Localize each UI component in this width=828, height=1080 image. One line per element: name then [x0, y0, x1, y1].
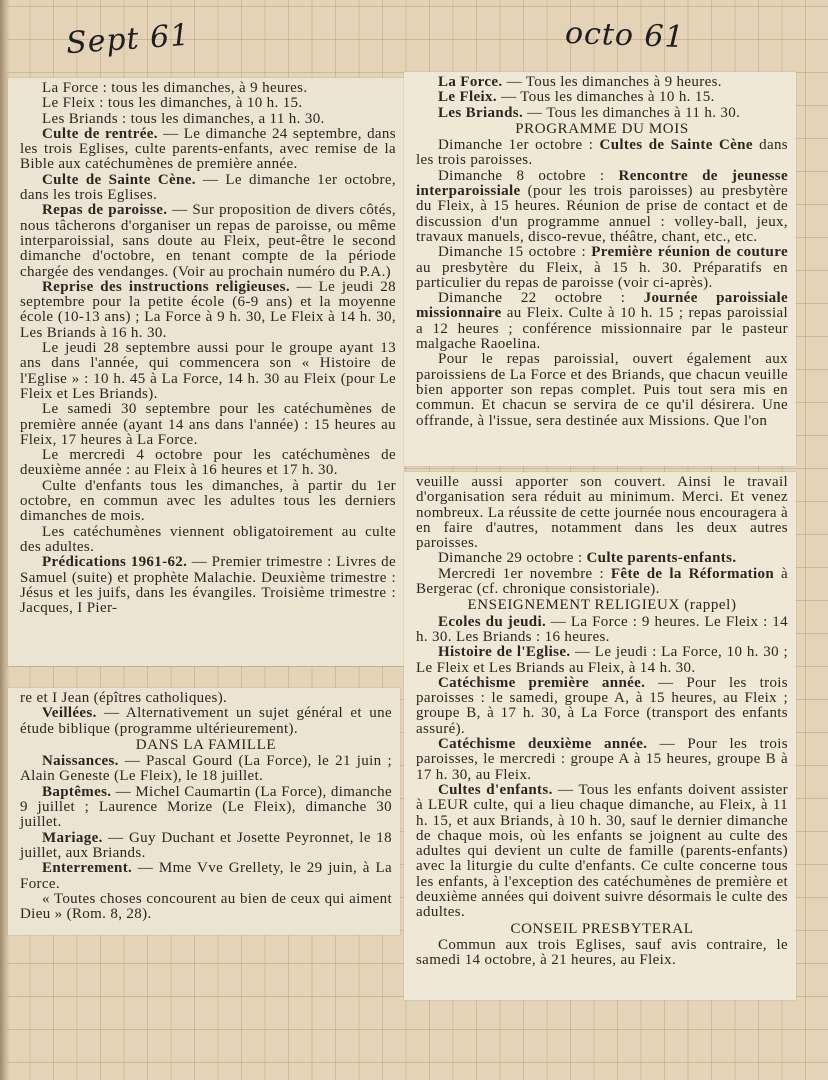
paragraph-reprise-instructions: Reprise des instructions religieuses. — Le jeudi 28 septembre pour la petite école (6-9 ans) et la moyenne école (10-13 ans) ; La Force à 9 h. 30, Le Fleix à 14 h. 30, Les Briands à 16 h. 30. [20, 278, 396, 341]
handwritten-date-right: octo 61 [564, 15, 686, 56]
paragraph-title: Naissances. [42, 753, 119, 770]
section-heading-conseil: CONSEIL PRESBYTERAL [510, 920, 694, 937]
service-la-force: La Force : tous les dimanches, à 9 heures. [42, 80, 308, 96]
handwritten-date-left: Sept 61 [64, 17, 192, 62]
paragraph-baptemes: Baptêmes. — Michel Caumartin (La Force), dimanche 9 juillet ; Laurence Morize (Le Fleix), dimanche 30 juillet. [20, 783, 392, 831]
paragraph-title: Veillées. [42, 705, 97, 722]
program-item: Dimanche 8 octobre : Rencontre de jeunesse interparoissiale (pour les trois paroisses) au presbytère du Fleix, à 15 heures. Réunion de prise de contact et de discussion d'un programme annuel : volley-ball, jeux, travaux manuels, disco-revue, théâtre, chant, etc., etc. [416, 167, 788, 245]
teaching-item: Histoire de l'Eglise. — Le jeudi : La Force, 10 h. 30 ; Le Fleix et Les Briands au Fleix, à 14 h. 30. [416, 644, 788, 676]
paragraph-naissances: Naissances. — Pascal Gourd (La Force), le 21 juin ; Alain Geneste (Le Fleix), le 18 juillet. [20, 753, 392, 785]
program-item: Dimanche 1er octobre : Cultes de Sainte Cène dans les trois paroisses. [416, 137, 788, 169]
continuation-text: veuille aussi apporter son couvert. Ainsi le travail d'organisation sera réduit au minimum. Merci. Et venez nombreux. La réussite de cette journée nous encouragera à en faire d'autres, notamment dans les deux autres paroisses. [416, 474, 788, 552]
program-item: Mercredi 1er novembre : Fête de la Réformation à Bergerac (cf. chronique consistoriale). [416, 565, 789, 598]
paragraph-mariage: Mariage. — Guy Duchant et Josette Peyronnet, le 18 juillet, aux Briands. [20, 829, 392, 861]
program-item-repas: Pour le repas paroissial, ouvert également aux paroissiens de La Force et des Briands, que chacun veuille bien apporter son repas complet. Puis tout sera mis en commun. Et chacun se servira de ce qu'il désirera. Une offrande, à l'issue, sera destinée aux Missions. Que l'on [416, 351, 788, 429]
service-les-briands: Les Briands : tous les dimanches, a 11 h. 30. [42, 110, 325, 127]
council-text: Commun aux trois Eglises, sauf avis contraire, le samedi 14 octobre, à 21 heures, au Fleix. [416, 936, 788, 969]
paragraph-culte-enfants: Culte d'enfants tous les dimanches, à partir du 1er octobre, en commun avec les adultes tous les derniers dimanches de mois. [20, 477, 396, 525]
paragraph-samedi-catechumenes: Le samedi 30 septembre pour les catéchumènes de première année (ayant 14 ans dans l'année) : 15 heures au Fleix, 17 heures à La Force. [20, 401, 396, 448]
paragraph-title: Reprise des instructions religieuses. [42, 278, 290, 295]
teaching-item: Catéchisme deuxième année. — Pour les trois paroisses, le mercredi : groupe A à 15 heures, groupe B à 17 h. 30, au Fleix. [416, 736, 788, 783]
program-item: Dimanche 22 octobre : Journée paroissiale missionnaire au Fleix. Culte à 10 h. 15 ; repas paroissial a 12 heures ; conférence missionnaire par le pasteur malgache Raoelina. [416, 290, 788, 353]
teaching-item: Catéchisme première année. — Pour les trois paroisses : le samedi, groupe A, à 15 heures, au Fleix ; groupe B, à 17 h. 30, à La Force (transport des enfants assuré). [416, 674, 788, 737]
service-les-briands: Les Briands. — Tous les dimanches à 11 h. 30. [438, 104, 741, 121]
clipping-right-bottom [404, 472, 796, 1000]
paragraph-title: Mariage. [42, 829, 103, 846]
paragraph-veillees: Veillées. — Alternativement un sujet général et une étude biblique (programme ultérieurement). [20, 705, 392, 737]
bible-quote: « Toutes choses concourent au bien de ceux qui aiment Dieu » (Rom. 8, 28). [20, 890, 392, 923]
program-item: Dimanche 15 octobre : Première réunion de couture au presbytère du Fleix, à 15 h. 30. Préparatifs en particulier du repas de paroisse (voir ci-après). [416, 244, 788, 291]
clipping-left-bottom [8, 688, 400, 935]
service-le-fleix: Le Fleix : tous les dimanches, à 10 h. 15. [42, 95, 303, 112]
paragraph-title: Prédications 1961-62. [42, 554, 188, 571]
paragraph-jeudi-groupe: Le jeudi 28 septembre aussi pour le groupe ayant 13 ans dans l'année, qui commencera son « Histoire de l'Eglise » : 10 h. 45 à La Force, 14 h. 30 au Fleix (pour Le Fleix et Les Briands). [20, 340, 396, 402]
paragraph-title: Baptêmes. [42, 783, 112, 800]
clipping-right-top [404, 72, 796, 466]
paragraph-repas-paroisse: Repas de paroisse. — Sur proposition de divers côtés, nous tâcherons d'organiser un repas de paroisse, ou même interparoissial, sans doute au Fleix, peut-être le second dimanche d'octobre, en tenant compte de la période chargée des vendanges. (Voir au prochain numéro du P.A.) [20, 202, 396, 280]
service-le-fleix: Le Fleix. — Tous les dimanches à 10 h. 15. [438, 89, 715, 106]
paragraph-predications: Prédications 1961-62. — Premier trimestre : Livres de Samuel (suite) et prophète Malachie. Deuxième trimestre : Jésus et les juifs, dans les évangiles. Troisième trimestre : Jacques, I Pier- [20, 554, 396, 617]
section-heading-programme: PROGRAMME DU MOIS [515, 120, 689, 137]
paragraph-title: Repas de paroisse. [42, 202, 168, 219]
teaching-item: Ecoles du jeudi. — La Force : 9 heures. Le Fleix : 14 h. 30. Les Briands : 16 heures. [416, 613, 788, 645]
program-item: Dimanche 29 octobre : Culte parents-enfants. [438, 550, 737, 567]
continuation-text: re et I Jean (épîtres catholiques). [20, 690, 228, 706]
teaching-item: Cultes d'enfants. — Tous les enfants doivent assister à LEUR culte, qui a lieu chaque dimanche, au Fleix, à 11 h. 15, et aux Briands, à 10 h. 30, sauf le dernier dimanche de chaque mois, où les enfants se joignent au culte des adultes qui devient un culte de famille (parents-enfants) avec la liturgie du culte d'enfants. Ce culte concerne tous les enfants, à l'exception des catéchumènes de première et deuxième années qui doivent suivre désormais le culte des adultes. [416, 781, 788, 921]
section-heading-enseignement: ENSEIGNEMENT RELIGIEUX (rappel) [467, 597, 737, 614]
paragraph-culte-rentree: Culte de rentrée. — Le dimanche 24 septembre, dans les trois Eglises, culte parents-enfants, avec remise de la Bible aux catéchumènes de première année. [20, 125, 396, 173]
paragraph-title: Culte de rentrée. [42, 125, 158, 142]
paragraph-title: Enterrement. [42, 860, 133, 877]
paragraph-mercredi-catechumenes: Le mercredi 4 octobre pour les catéchumènes de deuxième année : au Fleix à 16 heures et 17 h. 30. [20, 447, 396, 479]
paragraph-enterrement: Enterrement. — Mme Vve Grellety, le 29 juin, à La Force. [20, 860, 392, 892]
paragraph-sainte-cene: Culte de Sainte Cène. — Le dimanche 1er octobre, dans les trois Eglises. [20, 171, 396, 204]
paragraph-catechumenes-culte: Les catéchumènes viennent obligatoirement au culte des adultes. [20, 523, 396, 555]
section-heading-famille: DANS LA FAMILLE [135, 736, 277, 753]
paragraph-title: Culte de Sainte Cène. [42, 171, 196, 188]
service-la-force: La Force. — Tous les dimanches à 9 heures. [438, 74, 722, 90]
clipping-left-top [8, 78, 404, 666]
